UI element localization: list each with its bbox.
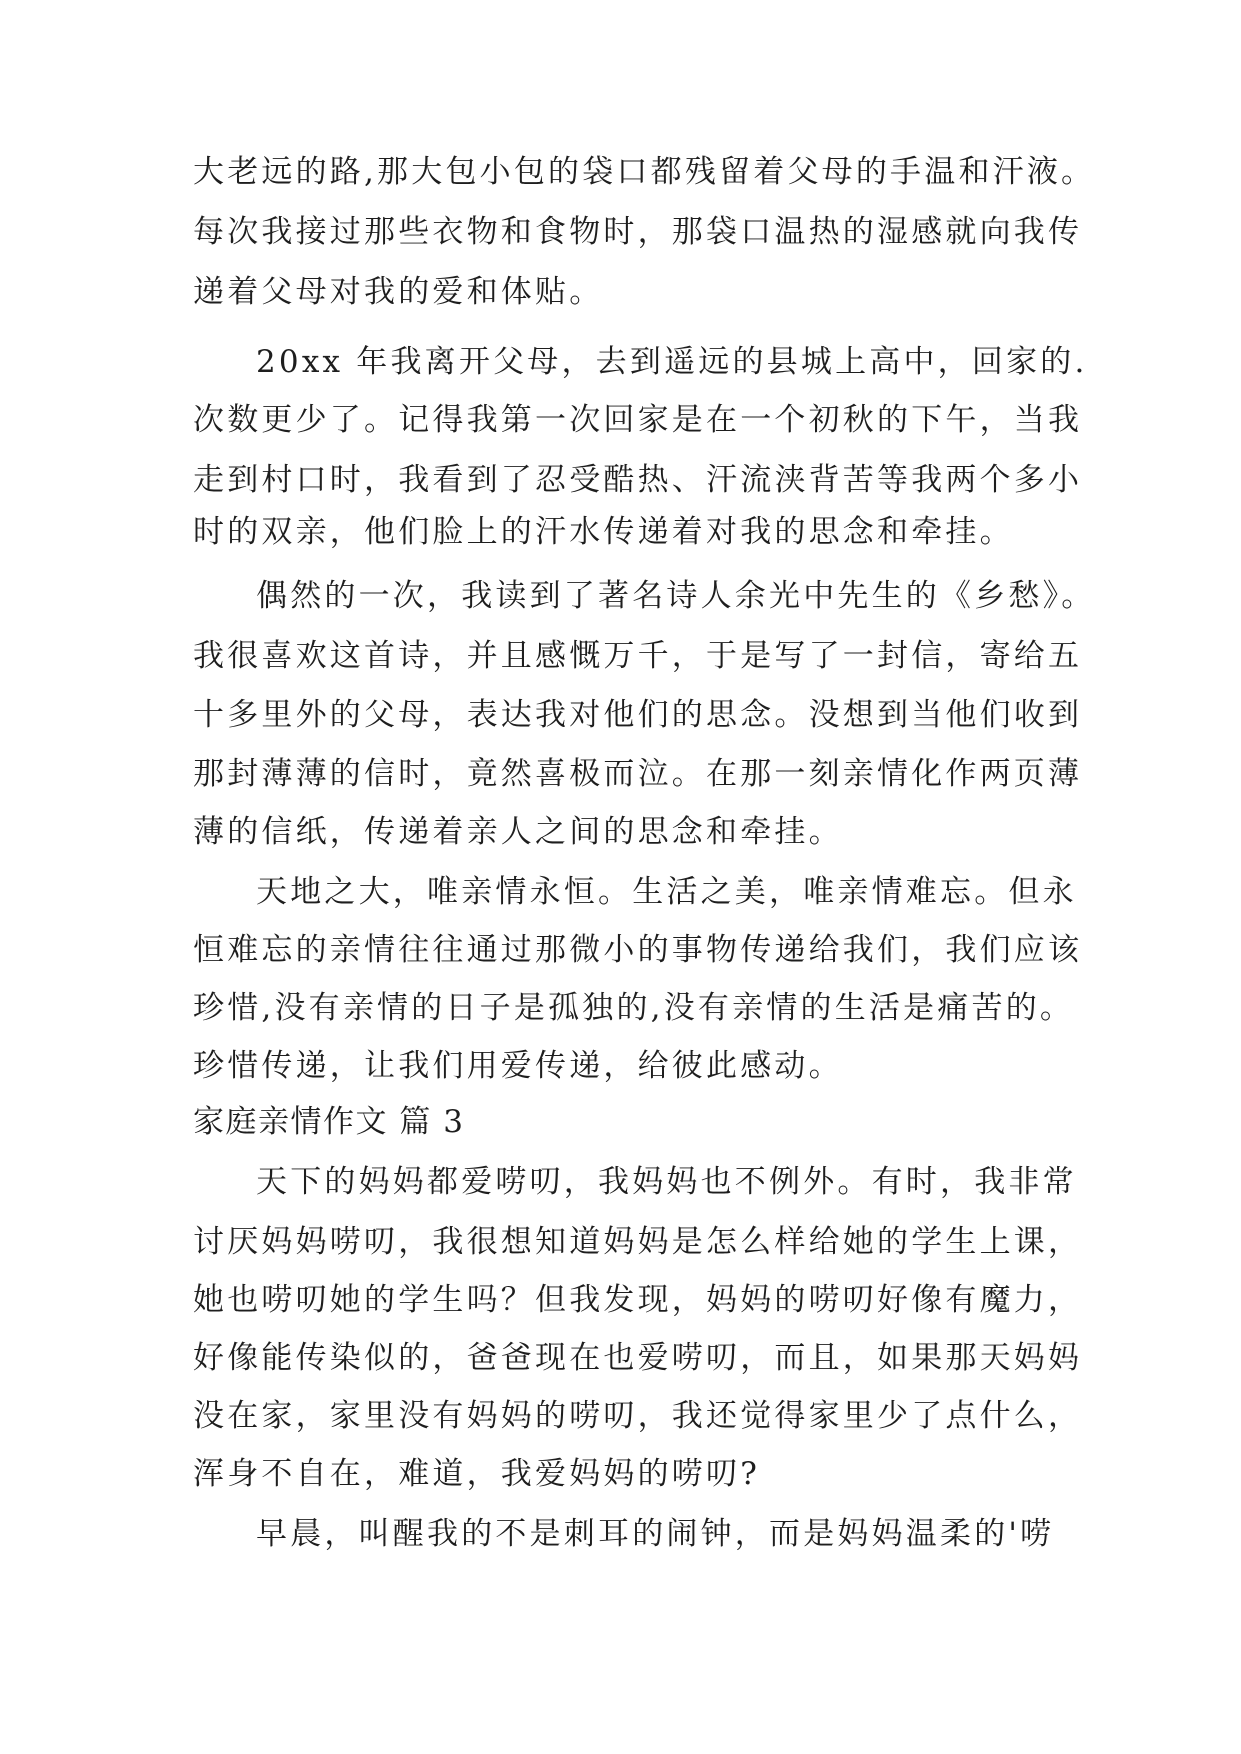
- paragraph-first-line: 偶然的一次，我读到了著名诗人余光中先生的《乡愁》。: [256, 578, 1096, 614]
- paragraph-first-line: 20xx 年我离开父母，去到遥远的县城上高中，回家的.: [256, 344, 1088, 380]
- text-line: 她也唠叨她的学生吗？但我发现，妈妈的唠叨好像有魔力，: [193, 1282, 1083, 1318]
- text-line: 珍惜传递，让我们用爱传递，给彼此感动。: [193, 1048, 843, 1084]
- text-line: 时的双亲，他们脸上的汗水传递着对我的思念和牵挂。: [193, 514, 1014, 550]
- text-line: 次数更少了。记得我第一次回家是在一个初秋的下午，当我: [193, 402, 1083, 438]
- paragraph-first-line: 早晨，叫醒我的不是刺耳的闹钟，而是妈妈温柔的'唠: [256, 1516, 1055, 1552]
- text-line: 那封薄薄的信时，竟然喜极而泣。在那一刻亲情化作两页薄: [193, 756, 1083, 792]
- text-line: 没在家，家里没有妈妈的唠叨，我还觉得家里少了点什么，: [193, 1398, 1083, 1434]
- text-line: 递着父母对我的爱和体贴。: [193, 274, 604, 310]
- text-line: 浑身不自在，难道，我爱妈妈的唠叨?: [193, 1456, 761, 1492]
- paragraph-first-line: 天下的妈妈都爱唠叨，我妈妈也不例外。有时，我非常: [256, 1164, 1077, 1200]
- text-line: 薄的信纸，传递着亲人之间的思念和牵挂。: [193, 814, 843, 850]
- text-line: 讨厌妈妈唠叨，我很想知道妈妈是怎么样给她的学生上课，: [193, 1224, 1083, 1260]
- section-heading: 家庭亲情作文 篇 3: [193, 1104, 465, 1140]
- text-line: 每次我接过那些衣物和食物时，那袋口温热的湿感就向我传: [193, 214, 1083, 250]
- paragraph-first-line: 天地之大，唯亲情永恒。生活之美，唯亲情难忘。但永: [256, 874, 1077, 910]
- text-line: 恒难忘的亲情往往通过那微小的事物传递给我们，我们应该: [193, 932, 1083, 968]
- text-line: 十多里外的父母，表达我对他们的思念。没想到当他们收到: [193, 697, 1083, 733]
- text-line: 我很喜欢这首诗，并且感慨万千，于是写了一封信，寄给五: [193, 638, 1083, 674]
- text-line: 大老远的路,那大包小包的袋口都残留着父母的手温和汗液。: [193, 154, 1096, 190]
- text-line: 走到村口时，我看到了忍受酷热、汗流浃背苦等我两个多小: [193, 462, 1083, 498]
- text-line: 珍惜,没有亲情的日子是孤独的,没有亲情的生活是痛苦的。: [193, 990, 1075, 1026]
- text-line: 好像能传染似的，爸爸现在也爱唠叨，而且，如果那天妈妈: [193, 1340, 1083, 1376]
